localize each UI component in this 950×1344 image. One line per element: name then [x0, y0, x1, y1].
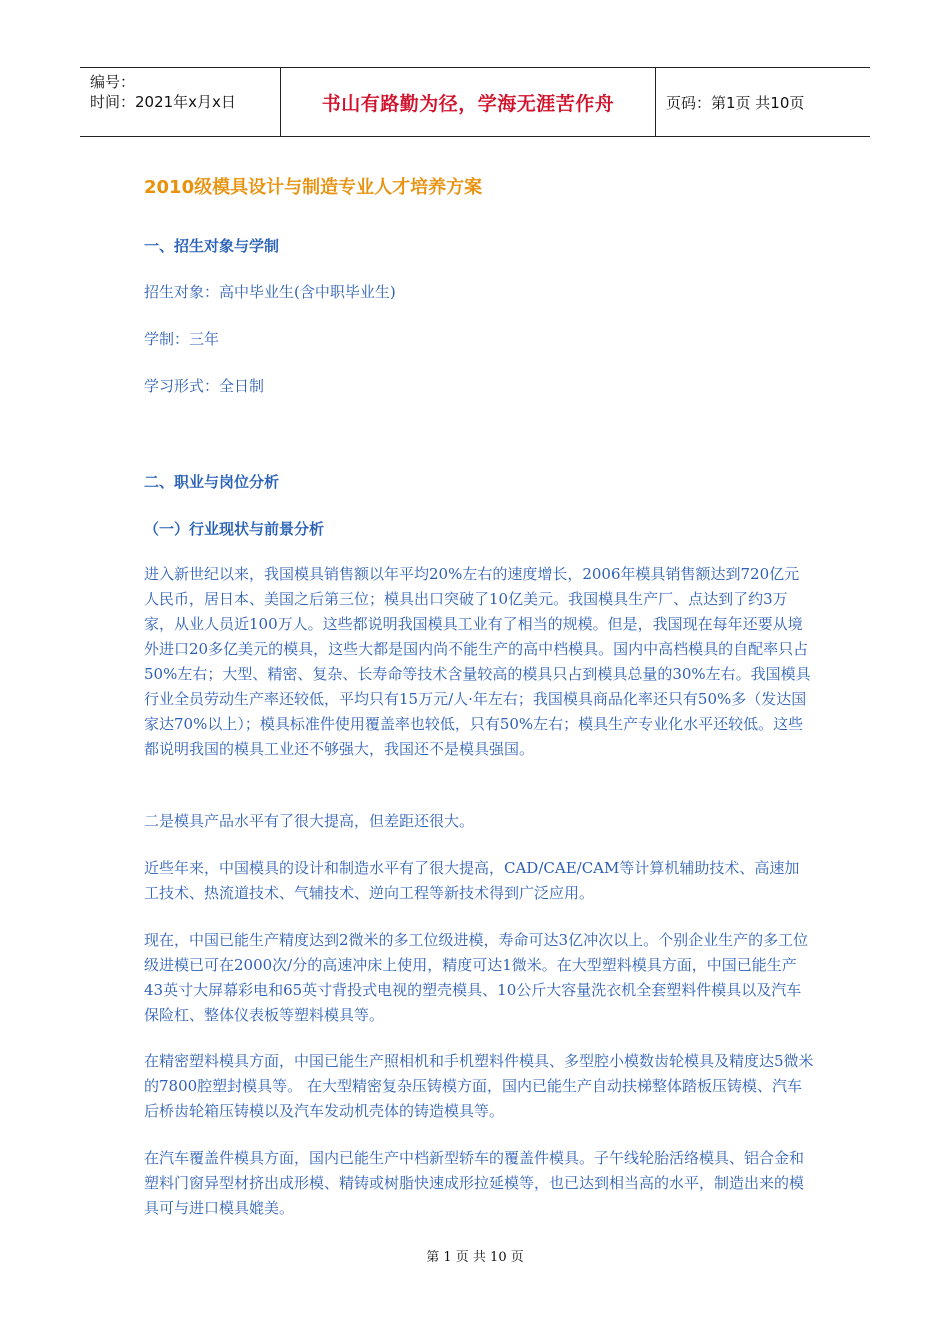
- page-header: [80, 67, 870, 137]
- time-label: 时间：2021年x月x日: [90, 93, 236, 111]
- paragraph-2: 二是模具产品水平有了很大提高，但差距还很大。: [144, 812, 475, 830]
- paragraph-5: 在精密塑料模具方面，中国已能生产照相机和手机塑料件模具、多型腔小模数齿轮模具及精度达5微米的7800腔塑封模具等。 在大型精密复杂压铸模方面，国内已能生产自动扶梯整体踏板压铸模、汽车后桥齿轮箱压铸模以及汽车发动机壳体的铸造模具等。: [144, 1052, 814, 1120]
- section2-heading: 二、职业与岗位分析: [144, 473, 280, 491]
- study-form: 学习形式：全日制: [144, 377, 265, 395]
- enrollment-target: 招生对象：高中毕业生(含中职毕业生): [144, 283, 396, 301]
- paragraph-3: 近些年来，中国模具的设计和制造水平有了很大提高，CAD/CAE/CAM等计算机辅助技术、高速加工技术、热流道技术、气辅技术、逆向工程等新技术得到广泛应用。: [144, 859, 800, 902]
- page-footer: 第 1 页 共 10 页: [426, 1250, 524, 1265]
- motto: 书山有路勤为径，学海无涯苦作舟: [281, 68, 656, 136]
- document-title: 2010级模具设计与制造专业人才培养方案: [144, 177, 483, 198]
- paragraph-4: 现在，中国已能生产精度达到2微米的多工位级进模，寿命可达3亿冲次以上。个别企业生产的多工位级进模已可在2000次/分的高速冲床上使用，精度可达1微米。在大型塑料模具方面，中国已能生产43英寸大屏幕彩电和65英寸背投式电视的塑壳模具、10公斤大容量洗衣机全套塑料件模具以及汽车保险杠、整体仪表板等塑料模具等。: [144, 931, 809, 1024]
- number-label: 编号：: [90, 73, 136, 91]
- page-info: 页码：第1页 共10页: [666, 93, 805, 112]
- section2-subheading: （一）行业现状与前景分析: [144, 520, 325, 538]
- study-duration: 学制：三年: [144, 330, 220, 348]
- header-meta: [80, 68, 281, 136]
- section1-heading: 一、招生对象与学制: [144, 237, 280, 255]
- paragraph-1: 进入新世纪以来，我国模具销售额以年平均20%左右的速度增长，2006年模具销售额达到720亿元人民币，居日本、美国之后第三位；模具出口突破了10亿美元。我国模具生产厂、点达到了约3万家，从业人员近100万人。这些都说明我国模具工业有了相当的规模。但是，我国现在每年还要从境外进口20多亿美元的模具，这些大都是国内尚不能生产的高中档模具。国内中高档模具的自配率只占50%左右；大型、精密、复杂、长寿命等技术含量较高的模具只占到模具总量的30%左右。我国模具行业全员劳动生产率还较低，平均只有15万元/人·年左右；我国模具商品化率还只有50%多（发达国家达70%以上）；模具标准件使用覆盖率也较低，只有50%左右；模具生产专业化水平还较低。这些都说明我国的模具工业还不够强大，我国还不是模具强国。: [144, 565, 811, 758]
- paragraph-6: 在汽车覆盖件模具方面，国内已能生产中档新型轿车的覆盖件模具。子午线轮胎活络模具、铝合金和塑料门窗异型材挤出成形模、精铸或树脂快速成形拉延模等，也已达到相当高的水平，制造出来的模具可与进口模具媲美。: [144, 1149, 805, 1217]
